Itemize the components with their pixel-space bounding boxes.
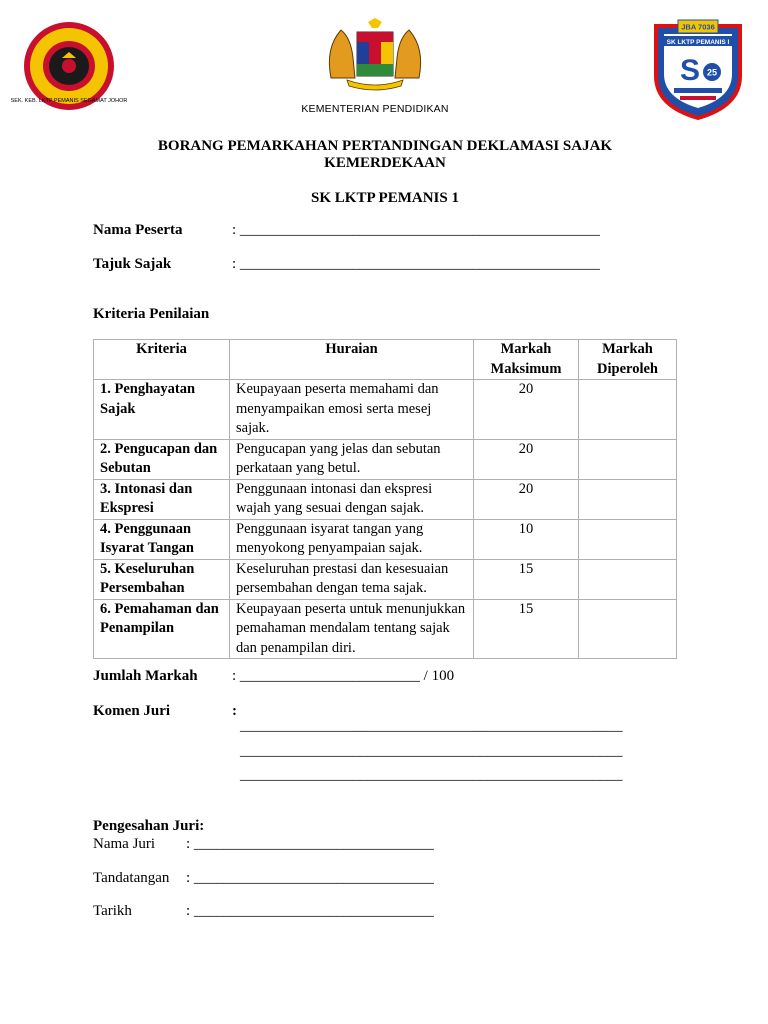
markah-diperoleh-cell[interactable] [579, 519, 677, 559]
tarikh-label: Tarikh [93, 903, 132, 919]
komen-juri-colon: : [232, 703, 237, 719]
huraian-cell: Keupayaan peserta memahami dan menyampaikan emosi serta mesej sajak. [230, 380, 474, 440]
huraian-cell: Penggunaan isyarat tangan yang menyokong penyampaian sajak. [230, 519, 474, 559]
table-header-row [94, 340, 677, 380]
tarikh-field[interactable]: : ________________________________ [186, 903, 434, 919]
huraian-cell: Penggunaan intonasi dan ekspresi wajah yang sesuai dengan sajak. [230, 479, 474, 519]
criteria-heading: Kriteria Penilaian [93, 306, 210, 322]
markah-maksimum-cell: 10 [474, 519, 579, 559]
form-title-line2: KEMERDEKAAN [324, 155, 446, 171]
school-name: SK LKTP PEMANIS 1 [311, 190, 459, 206]
left-logo-text: SEK. KEB. LKTP PEMANIS SEGAMAT JOHOR [10, 98, 128, 104]
table-row [94, 380, 677, 440]
markah-maksimum-cell: 20 [474, 479, 579, 519]
komen-line-3[interactable]: ___________________________________________________ [240, 767, 623, 783]
komen-line-1[interactable]: ___________________________________________________ [240, 718, 623, 734]
markah-maksimum-cell: 15 [474, 599, 579, 659]
table-row [94, 479, 677, 519]
kriteria-cell: 2. Pengucapan dan Sebutan [94, 439, 230, 479]
form-title-line1: BORANG PEMARKAHAN PERTANDINGAN DEKLAMASI SAJAK [157, 138, 613, 154]
header-huraian: Huraian [230, 340, 474, 380]
right-logo-code: JBA 7036 [681, 22, 715, 32]
komen-line-2[interactable]: ___________________________________________________ [240, 743, 623, 759]
nama-peserta-field[interactable]: : ________________________________________________ [232, 222, 600, 238]
tajuk-sajak-label: Tajuk Sajak [93, 256, 172, 272]
kriteria-cell: 6. Pemahaman dan Penampilan [94, 599, 230, 659]
markah-maksimum-cell: 20 [474, 439, 579, 479]
right-logo-name: SK LKTP PEMANIS I [666, 39, 730, 46]
nama-peserta-label: Nama Peserta [93, 222, 183, 238]
school-crest-logo [10, 20, 128, 112]
markah-maksimum-cell: 20 [474, 380, 579, 440]
kriteria-cell: 1. Penghayatan Sajak [94, 380, 230, 440]
header-markah-maksimum: Markah Maksimum [474, 340, 579, 380]
markah-diperoleh-cell[interactable] [579, 479, 677, 519]
header-kriteria: Kriteria [94, 340, 230, 380]
huraian-cell: Pengucapan yang jelas dan sebutan perkataan yang betul. [230, 439, 474, 479]
markah-maksimum-cell: 15 [474, 559, 579, 599]
markah-diperoleh-cell[interactable] [579, 599, 677, 659]
tajuk-sajak-field[interactable]: : ________________________________________________ [232, 256, 600, 272]
huraian-cell: Keseluruhan prestasi dan kesesuaian persembahan dengan tema sajak. [230, 559, 474, 599]
svg-text:S: S [679, 54, 701, 87]
ministry-name: KEMENTERIAN PENDIDIKAN [301, 103, 449, 115]
markah-diperoleh-cell[interactable] [579, 380, 677, 440]
tandatangan-label: Tandatangan [93, 870, 170, 886]
jumlah-markah-field[interactable]: : ________________________ / 100 [232, 668, 455, 684]
header-markah-diperoleh: Markah Diperoleh [579, 340, 677, 380]
nama-juri-label: Nama Juri [93, 836, 156, 852]
huraian-cell: Keupayaan peserta untuk menunjukkan pemahaman mendalam tentang sajak dan penampilan diri. [230, 599, 474, 659]
criteria-table [93, 339, 677, 659]
school-anniversary-badge-logo [650, 16, 746, 120]
right-logo-number: 25 [706, 67, 718, 78]
kriteria-cell: 4. Penggunaan Isyarat Tangan [94, 519, 230, 559]
jumlah-markah-label: Jumlah Markah [93, 668, 198, 684]
kriteria-cell: 3. Intonasi dan Ekspresi [94, 479, 230, 519]
kriteria-cell: 5. Keseluruhan Persembahan [94, 559, 230, 599]
table-row [94, 599, 677, 659]
tandatangan-field[interactable]: : ________________________________ [186, 870, 434, 886]
komen-juri-label: Komen Juri [93, 703, 171, 719]
markah-diperoleh-cell[interactable] [579, 559, 677, 599]
coat-of-arms-logo [323, 18, 427, 94]
nama-juri-field[interactable]: : ________________________________ [186, 836, 434, 852]
form-title [120, 138, 650, 172]
table-row [94, 559, 677, 599]
markah-diperoleh-cell[interactable] [579, 439, 677, 479]
table-row [94, 519, 677, 559]
table-row [94, 439, 677, 479]
pengesahan-juri-heading: Pengesahan Juri: [93, 818, 205, 834]
